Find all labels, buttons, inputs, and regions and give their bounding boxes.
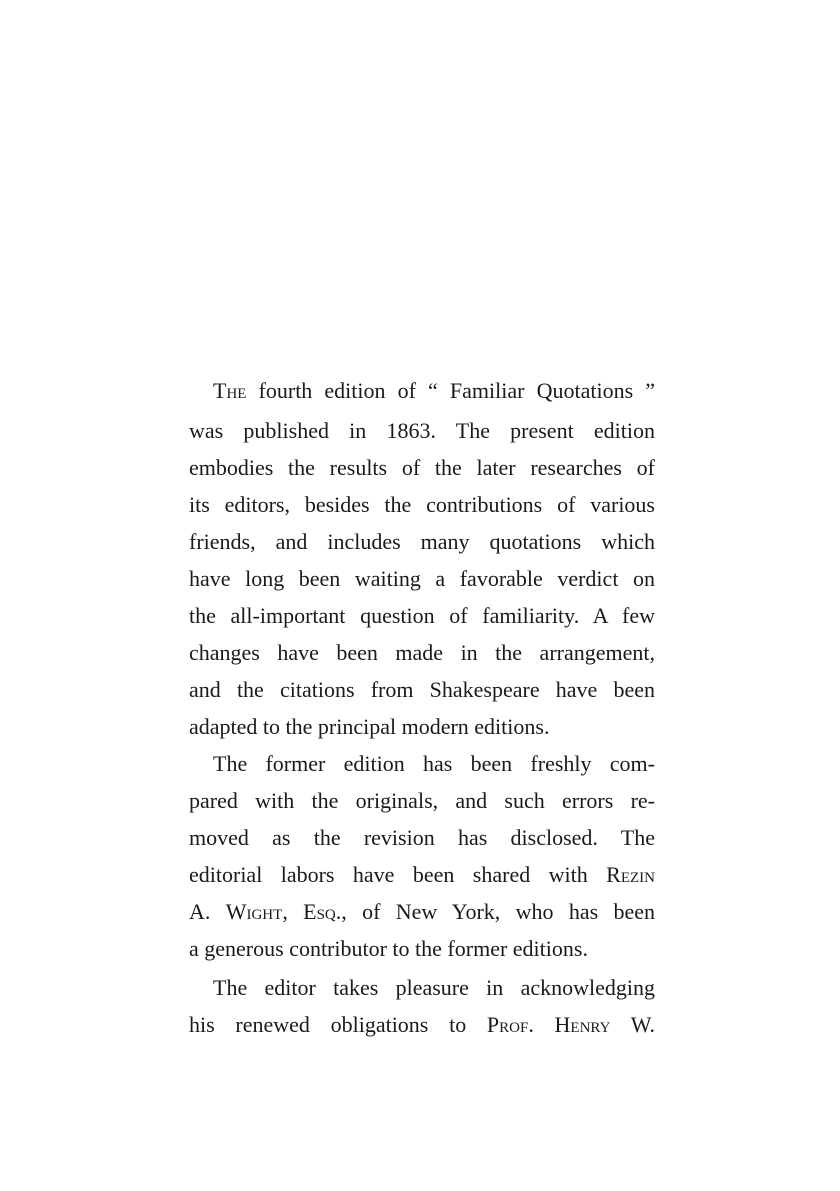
text-line: moved as the revision has disclosed. The [189, 825, 655, 850]
small-caps-name: Wight [225, 899, 283, 924]
text-line: have long been waiting a favorable verdict on [189, 566, 655, 591]
small-caps-title: Esq. [303, 899, 342, 924]
text-line: A. Wight, Esq., of New York, who has been [189, 899, 656, 924]
text-line: embodies the results of the later researches of [189, 455, 655, 480]
text-line: The former edition has been freshly com- [213, 751, 655, 776]
text-line: The editor takes pleasure in acknowledging [213, 975, 655, 1000]
small-caps-name: Prof. Henry [486, 1012, 611, 1037]
text-line: adapted to the principal modern editions. [189, 714, 550, 739]
text-line: pared with the originals, and such errors re- [189, 788, 655, 813]
text-line: The fourth edition of “ Familiar Quotations ” [213, 378, 655, 403]
text-line: a generous contributor to the former editions. [189, 936, 588, 961]
text-line: its editors, besides the contributions of various [189, 492, 655, 517]
text-line: and the citations from Shakespeare have been [189, 677, 655, 702]
text-line: the all-important question of familiarity. A few [189, 603, 655, 628]
text-line: friends, and includes many quotations which [189, 529, 655, 554]
text-line: was published in 1863. The present edition [189, 418, 655, 443]
text-line: changes have been made in the arrangement, [189, 640, 655, 665]
small-caps-lead: The [213, 378, 247, 403]
small-caps-name: Rezin [606, 862, 655, 887]
text-line: his renewed obligations to Prof. Henry W. [189, 1012, 655, 1037]
text-line: editorial labors have been shared with Rezin [189, 862, 655, 887]
